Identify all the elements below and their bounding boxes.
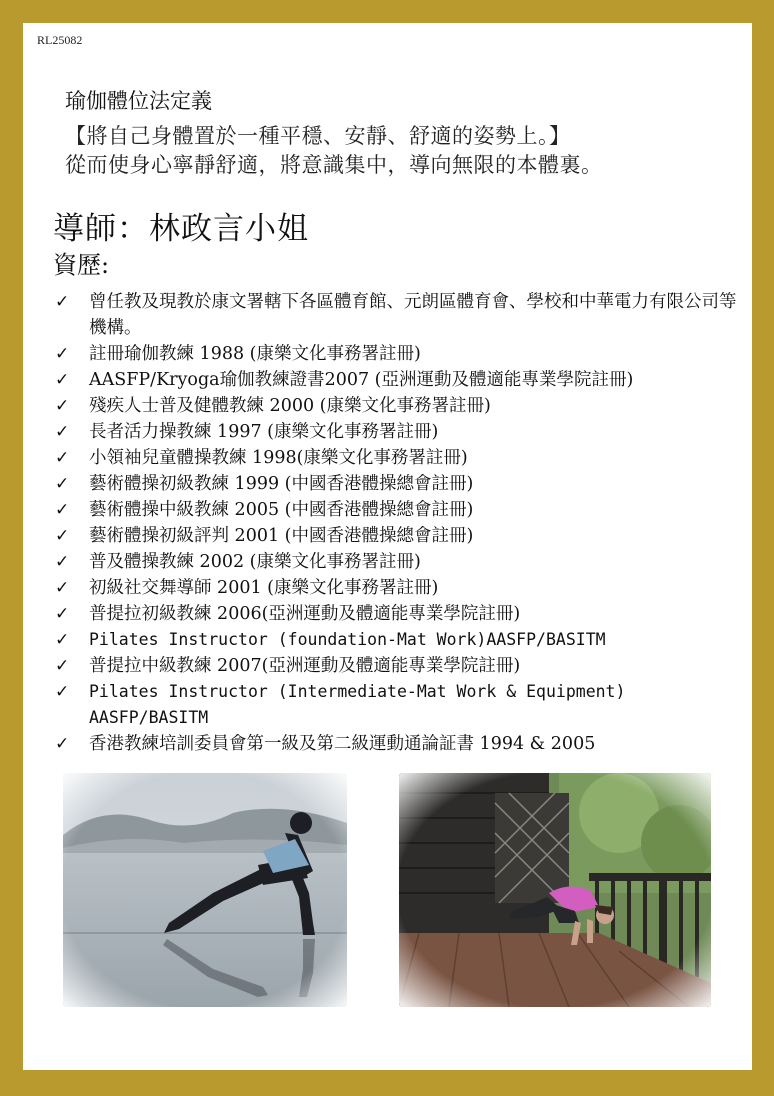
qualification-text: 註冊瑜伽教練 1988 (康樂文化事務署註冊) bbox=[89, 344, 421, 364]
checkmark-icon: ✓ bbox=[55, 422, 70, 442]
qualification-text: 普及體操教練 2002 (康樂文化事務署註冊) bbox=[89, 552, 421, 572]
qualification-item bbox=[53, 471, 743, 497]
qualification-text: 小領袖兒童體操教練 1998(康樂文化事務署註冊) bbox=[89, 448, 468, 468]
qualifications-list bbox=[53, 289, 743, 757]
checkmark-icon: ✓ bbox=[55, 734, 70, 754]
qualification-item bbox=[53, 341, 743, 367]
checkmark-icon: ✓ bbox=[55, 604, 70, 624]
definition-title: 瑜伽體位法定義 bbox=[65, 89, 212, 113]
qualification-item bbox=[53, 367, 743, 393]
checkmark-icon: ✓ bbox=[55, 552, 70, 572]
qualification-text: 普提拉中級教練 2007(亞洲運動及體適能專業學院註冊) bbox=[89, 656, 521, 676]
qualification-item bbox=[53, 523, 743, 549]
qualification-item bbox=[53, 497, 743, 523]
qualification-item bbox=[53, 731, 743, 757]
qualification-item bbox=[53, 679, 743, 731]
qualification-text: 藝術體操中級教練 2005 (中國香港體操總會註冊) bbox=[89, 500, 474, 520]
checkmark-icon: ✓ bbox=[55, 292, 70, 312]
checkmark-icon: ✓ bbox=[55, 396, 70, 416]
qualification-text: 初級社交舞導師 2001 (康樂文化事務署註冊) bbox=[89, 578, 439, 598]
checkmark-icon: ✓ bbox=[55, 474, 70, 494]
checkmark-icon: ✓ bbox=[55, 344, 70, 364]
definition-line-1: 【將自己身體置於一種平穩、安靜、舒適的姿勢上。】 bbox=[65, 124, 571, 148]
qualification-item bbox=[53, 653, 743, 679]
checkmark-icon: ✓ bbox=[55, 578, 70, 598]
checkmark-icon: ✓ bbox=[55, 526, 70, 546]
checkmark-icon: ✓ bbox=[55, 448, 70, 468]
qualification-item bbox=[53, 289, 743, 341]
qualification-item bbox=[53, 549, 743, 575]
qualification-text: Pilates Instructor (foundation-Mat Work)AASFP/BASITM bbox=[89, 630, 606, 649]
qualification-item bbox=[53, 575, 743, 601]
checkmark-icon: ✓ bbox=[55, 682, 70, 702]
checkmark-icon: ✓ bbox=[55, 370, 70, 390]
qualification-item bbox=[53, 393, 743, 419]
qualification-text: 曾任教及現教於康文署轄下各區體育館、元朗區體育會、學校和中華電力有限公司等機構。 bbox=[89, 292, 737, 338]
qualifications-heading: 資歷: bbox=[53, 251, 110, 279]
definition-line-2: 從而使身心寧靜舒適，將意識集中，導向無限的本體裏。 bbox=[65, 153, 603, 177]
qualification-text: 普提拉初級教練 2006(亞洲運動及體適能專業學院註冊) bbox=[89, 604, 521, 624]
qualification-text: Pilates Instructor (Intermediate-Mat Work & Equipment) AASFP/BASITM bbox=[89, 682, 626, 727]
qualification-text: AASFP/Kryoga瑜伽教練證書2007 (亞洲運動及體適能專業學院註冊) bbox=[89, 370, 634, 390]
yoga-lake-photo bbox=[63, 773, 347, 1007]
qualification-text: 香港教練培訓委員會第一級及第二級運動通論証書 1994 & 2005 bbox=[89, 734, 596, 754]
qualification-item bbox=[53, 445, 743, 471]
yoga-deck-photo bbox=[399, 773, 711, 1007]
qualification-item bbox=[53, 627, 743, 653]
qualification-item bbox=[53, 601, 743, 627]
qualification-text: 藝術體操初級教練 1999 (中國香港體操總會註冊) bbox=[89, 474, 474, 494]
qualification-text: 長者活力操教練 1997 (康樂文化事務署註冊) bbox=[89, 422, 439, 442]
checkmark-icon: ✓ bbox=[55, 500, 70, 520]
teacher-name: 導師：林政言小姐 bbox=[53, 211, 309, 247]
checkmark-icon: ✓ bbox=[55, 656, 70, 676]
document-code: RL25082 bbox=[37, 33, 83, 47]
document-page bbox=[23, 23, 752, 1070]
qualification-text: 殘疾人士普及健體教練 2000 (康樂文化事務署註冊) bbox=[89, 396, 491, 416]
checkmark-icon: ✓ bbox=[55, 630, 70, 650]
qualification-item bbox=[53, 419, 743, 445]
qualification-text: 藝術體操初級評判 2001 (中國香港體操總會註冊) bbox=[89, 526, 474, 546]
